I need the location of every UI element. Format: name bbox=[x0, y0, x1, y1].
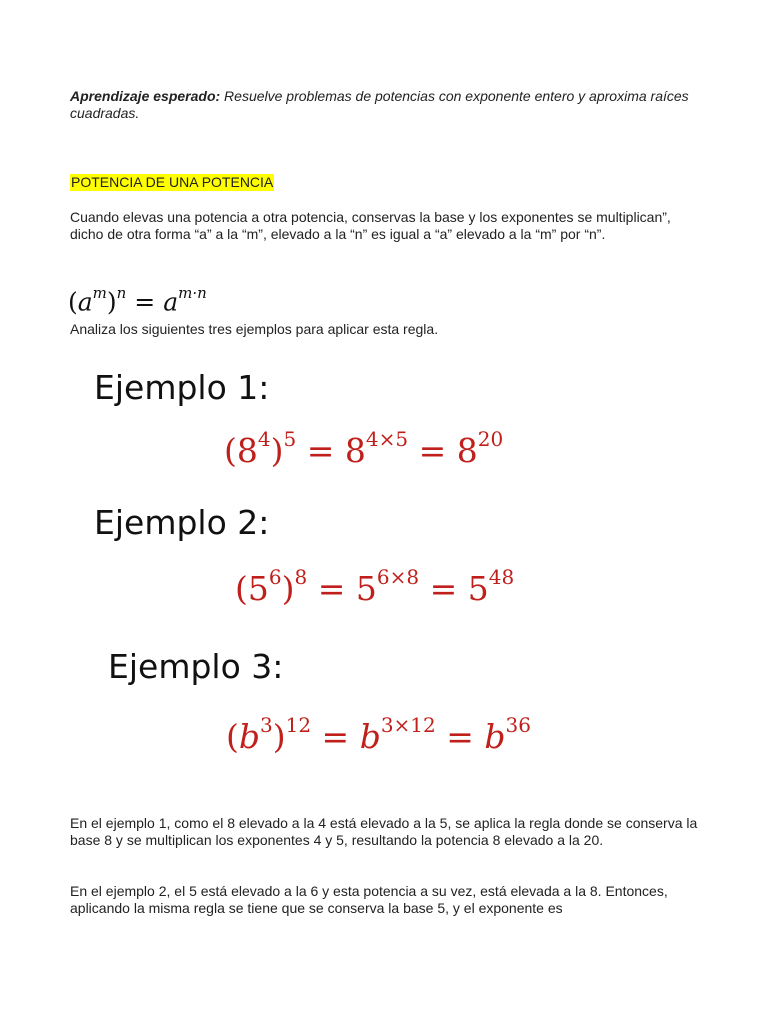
ex1-mid-exp: 4×5 bbox=[365, 427, 409, 451]
ex2-eq1: = bbox=[307, 569, 356, 608]
rule-inner-exponent: m bbox=[92, 284, 107, 302]
ex1-eq2: = bbox=[408, 431, 457, 470]
ex3-res-exp: 36 bbox=[505, 713, 531, 737]
learning-goal bbox=[70, 88, 700, 122]
ex1-mid-base: 8 bbox=[344, 431, 366, 470]
example-2-title: Ejemplo 2: bbox=[94, 503, 270, 542]
rule-open-paren: ( bbox=[68, 287, 78, 317]
ex2-mid-base: 5 bbox=[355, 569, 377, 608]
ex1-close: ) bbox=[270, 431, 284, 470]
ex3-mid-exp: 3×12 bbox=[380, 713, 436, 737]
ex2-eq2: = bbox=[419, 569, 468, 608]
rule-close-paren: ) bbox=[106, 287, 117, 317]
ex3-close: ) bbox=[272, 717, 286, 756]
ex1-res-exp: 20 bbox=[477, 427, 504, 451]
rule-result-base: a bbox=[163, 287, 179, 317]
example-3-equation bbox=[226, 706, 531, 760]
ex2-res-base: 5 bbox=[467, 569, 489, 608]
ex3-eq2: = bbox=[435, 717, 485, 756]
ex3-base: b bbox=[238, 717, 260, 756]
ex3-outer-exp: 12 bbox=[285, 713, 312, 737]
ex2-base: 5 bbox=[247, 569, 269, 608]
ex1-open: ( bbox=[224, 431, 237, 470]
ex2-close: ) bbox=[281, 569, 295, 608]
explanation-paragraph-2: En el ejemplo 2, el 5 está elevado a la 6 y esta potencia a su vez, está elevada a la 8. Entonces, aplicando la misma regla se tiene que se conserva la base 5, y el exponente es bbox=[70, 883, 668, 916]
ex2-inner-exp: 6 bbox=[268, 565, 282, 589]
ex3-inner-exp: 3 bbox=[260, 713, 273, 737]
learning-goal-text: Resuelve problemas de potencias con exponente entero y aproxima raíces cuadradas. bbox=[70, 88, 689, 121]
ex2-res-exp: 48 bbox=[488, 565, 515, 589]
rule-result-exponent: m·n bbox=[178, 284, 207, 302]
ex2-mid-exp: 6×8 bbox=[376, 565, 420, 589]
learning-goal-label: Aprendizaje esperado: bbox=[70, 88, 221, 104]
example-1-title: Ejemplo 1: bbox=[94, 368, 270, 407]
section-heading: POTENCIA DE UNA POTENCIA bbox=[71, 174, 274, 190]
ex1-inner-exp: 4 bbox=[257, 427, 271, 451]
ex3-eq1: = bbox=[311, 717, 360, 756]
analyze-paragraph: Analiza los siguientes tres ejemplos para aplicar esta regla. bbox=[70, 321, 439, 337]
power-rule-formula bbox=[68, 276, 207, 322]
ex2-open: ( bbox=[235, 569, 248, 608]
ex3-res-base: b bbox=[484, 717, 506, 756]
rule-outer-exponent: n bbox=[116, 284, 127, 302]
ex3-mid-base: b bbox=[359, 717, 381, 756]
ex3-open: ( bbox=[226, 717, 239, 756]
rule-equals: = bbox=[126, 287, 164, 317]
example-1-equation bbox=[224, 420, 503, 474]
intro-paragraph: Cuando elevas una potencia a otra potencia, conservas la base y los exponentes se multiplican”, dicho de otra forma “a” a la “m”, elevado a la “n” es igual a “a” elevado a la “m” por “n”. bbox=[70, 209, 671, 242]
example-3-title: Ejemplo 3: bbox=[108, 647, 284, 686]
ex2-outer-exp: 8 bbox=[294, 565, 308, 589]
ex1-base: 8 bbox=[236, 431, 258, 470]
ex1-eq1: = bbox=[296, 431, 345, 470]
ex1-outer-exp: 5 bbox=[283, 427, 297, 451]
ex1-res-base: 8 bbox=[456, 431, 478, 470]
rule-base: a bbox=[77, 287, 93, 317]
explanation-paragraph-1: En el ejemplo 1, como el 8 elevado a la 4 está elevado a la 5, se aplica la regla donde se conserva la base 8 y se multiplican los exponentes 4 y 5, resultando la potencia 8 elevado a la 20. bbox=[70, 815, 698, 848]
example-2-equation bbox=[235, 558, 514, 612]
